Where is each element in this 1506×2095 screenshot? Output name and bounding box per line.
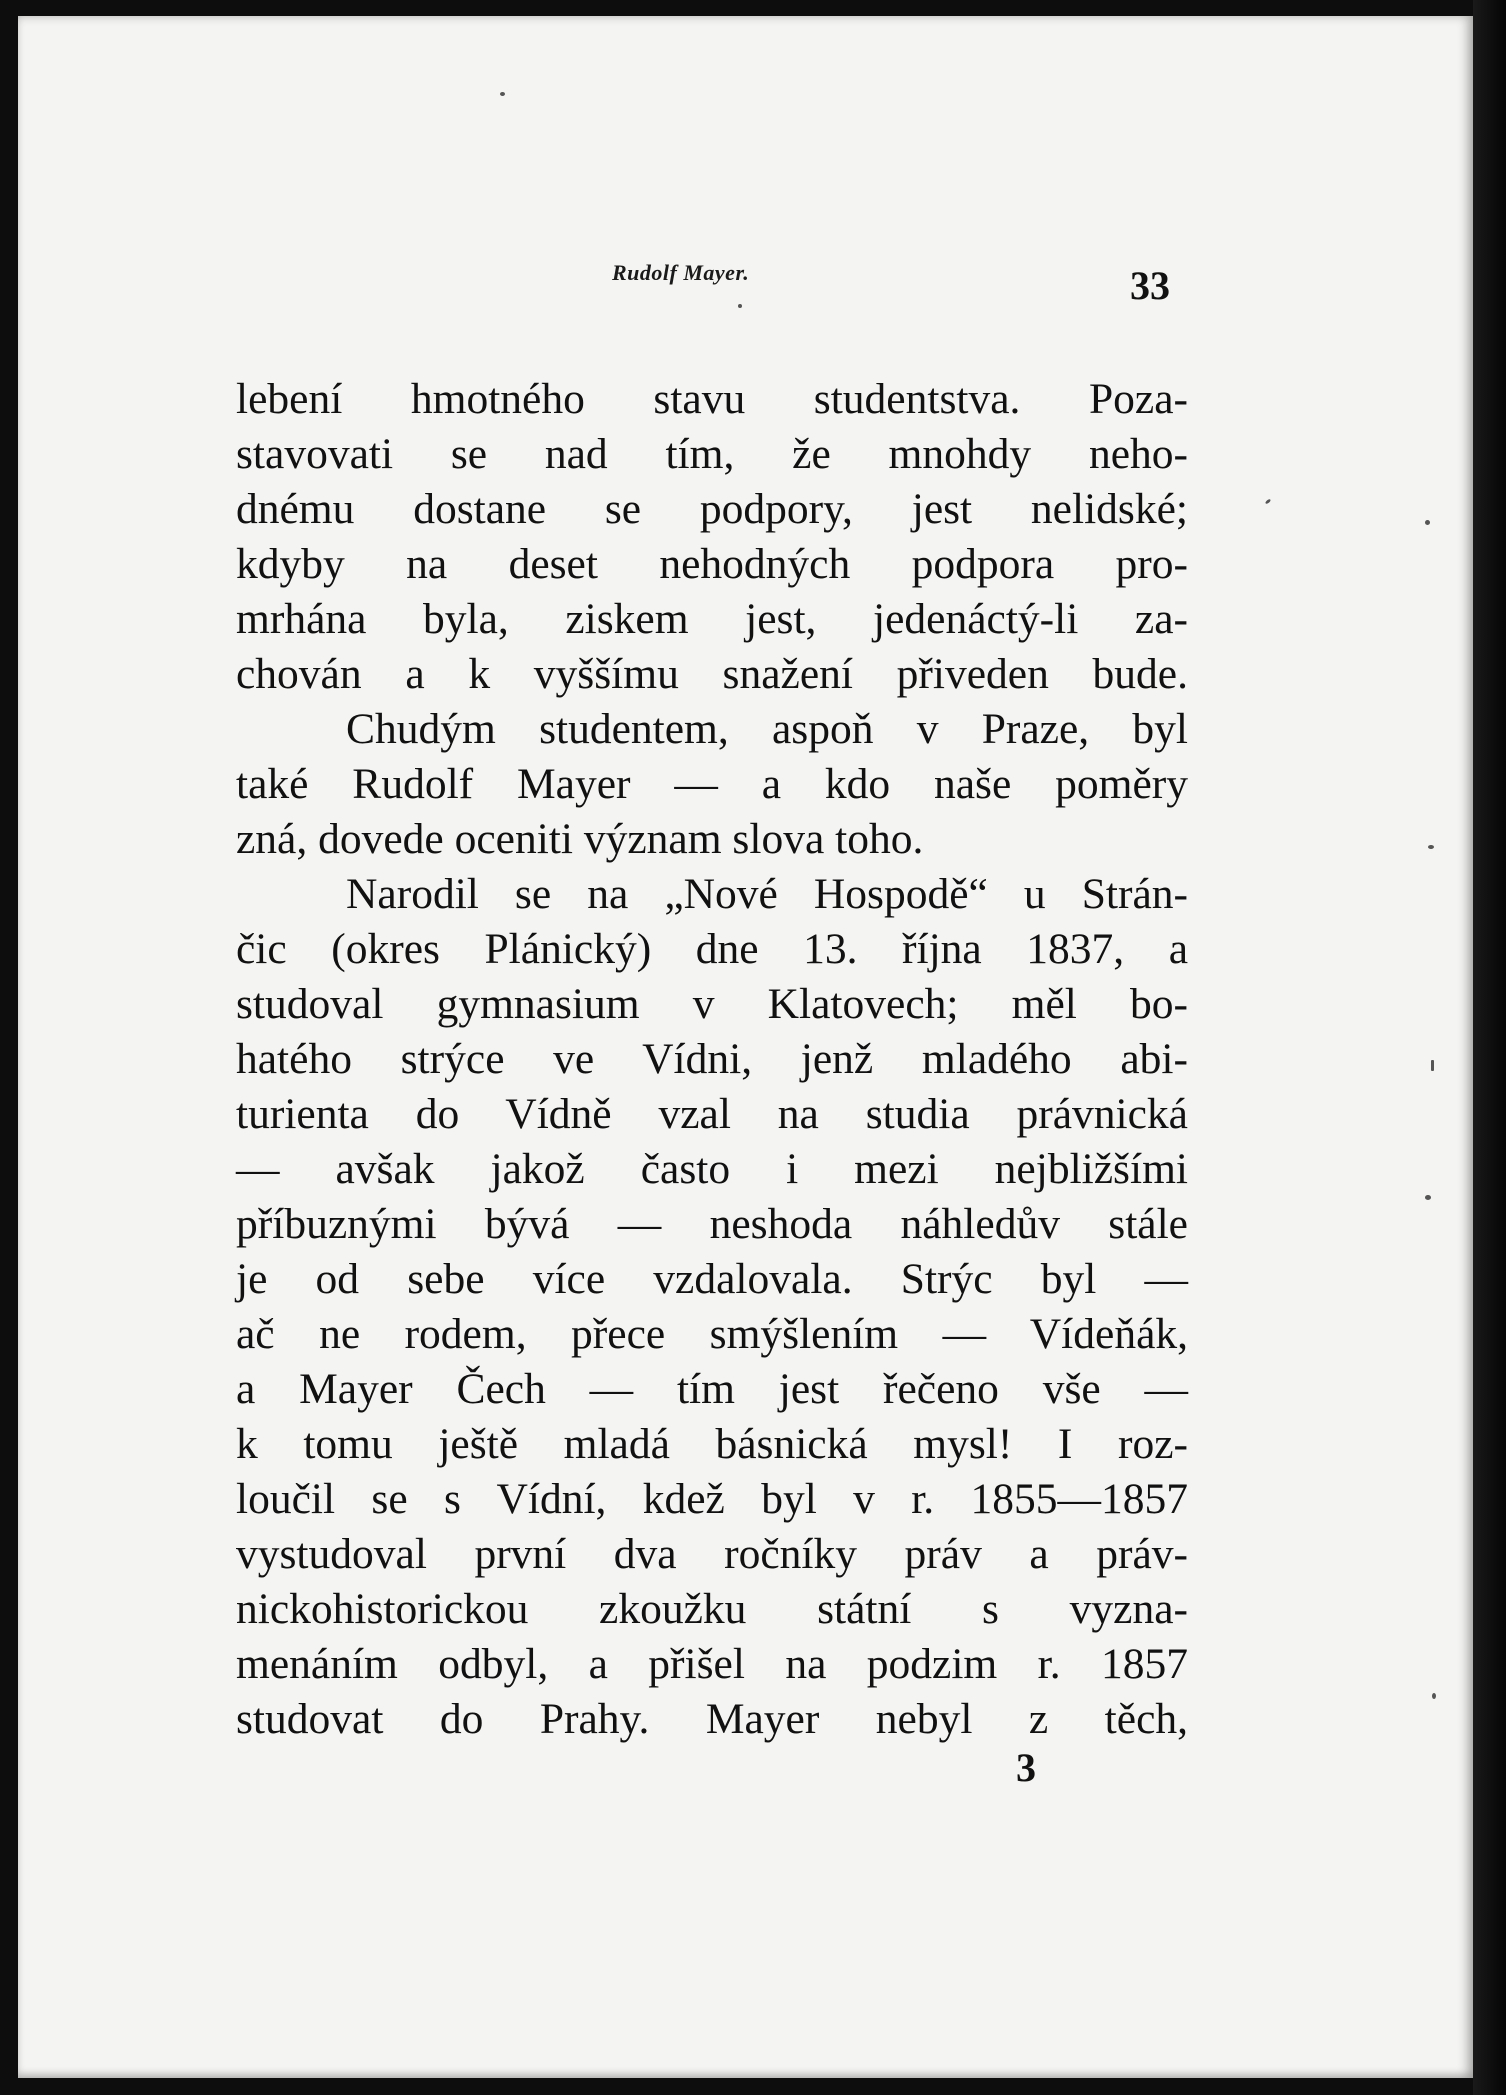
dust-speck (500, 92, 505, 96)
text-line: lebení hmotného stavu studentstva. Poza- (236, 375, 1188, 423)
text-line: je od sebe více vzdalovala. Strýc byl — (236, 1255, 1188, 1303)
text-line: k tomu ještě mladá básnická mysl! I roz- (236, 1420, 1188, 1468)
text-line: — avšak jakož často i mezi nejbližšími (236, 1145, 1188, 1193)
text-line: příbuznými bývá — neshoda náhledův stále (236, 1200, 1188, 1248)
dust-speck (1432, 1693, 1436, 1699)
text-line: Narodil se na „Nové Hospodě“ u Strán- (346, 870, 1188, 918)
dust-speck (1431, 1060, 1434, 1071)
text-line: menáním odbyl, a přišel na podzim r. 1857 (236, 1640, 1188, 1688)
body-text (236, 372, 1188, 1747)
text-line: mrhána byla, ziskem jest, jedenáctý-li za- (236, 595, 1188, 643)
page-number: 33 (1130, 263, 1170, 308)
text-line: a Mayer Čech — tím jest řečeno vše — (236, 1365, 1188, 1413)
text-line: studovat do Prahy. Mayer nebyl z těch, (236, 1695, 1188, 1743)
dust-speck (1428, 845, 1434, 849)
text-line: také Rudolf Mayer — a kdo naše poměry (236, 760, 1188, 808)
dust-speck (1425, 1195, 1431, 1200)
dust-speck (1425, 520, 1430, 525)
text-line: hatého strýce ve Vídni, jenž mladého abi- (236, 1035, 1188, 1083)
page-edge-shadow (1473, 0, 1506, 2095)
text-line: vystudoval první dva ročníky práv a práv- (236, 1530, 1188, 1578)
running-head: Rudolf Mayer. (612, 260, 750, 285)
text-line: zná, dovede oceniti význam slova toho. (236, 815, 924, 863)
text-line: studoval gymnasium v Klatovech; měl bo- (236, 980, 1188, 1028)
dust-speck (738, 304, 742, 308)
text-line: nickohistorickou zkoužku státní s vyzna- (236, 1585, 1188, 1633)
text-line: loučil se s Vídní, kdež byl v r. 1855—1857 (236, 1475, 1188, 1523)
text-line: ač ne rodem, přece smýšlením — Vídeňák, (236, 1310, 1188, 1358)
text-line: dnému dostane se podpory, jest nelidské; (236, 485, 1188, 533)
text-line: čic (okres Plánický) dne 13. října 1837, a (236, 925, 1188, 973)
text-line: turienta do Vídně vzal na studia právnická (236, 1090, 1188, 1138)
text-line: Chudým studentem, aspoň v Praze, byl (346, 705, 1188, 753)
text-line: kdyby na deset nehodných podpora pro- (236, 540, 1188, 588)
signature-mark: 3 (1016, 1745, 1036, 1790)
text-line: stavovati se nad tím, že mnohdy neho- (236, 430, 1188, 478)
text-line: chován a k vyššímu snažení přiveden bude. (236, 650, 1188, 698)
